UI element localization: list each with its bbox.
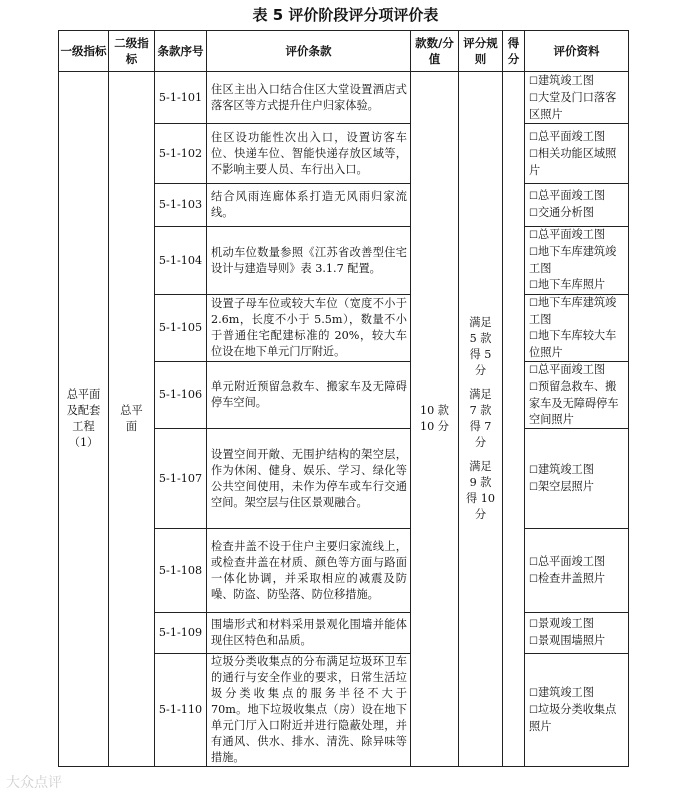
material-item [529, 379, 626, 428]
checkbox-icon[interactable]: ☐ [529, 636, 538, 647]
material-item [529, 479, 626, 496]
material-item [529, 328, 626, 361]
materials-cell [525, 529, 629, 613]
level2-cell: 总平面 [109, 72, 155, 767]
clause-code: 5-1-104 [155, 227, 207, 295]
material-label: 地下车库建筑竣工图 [529, 296, 617, 326]
clause-code: 5-1-106 [155, 362, 207, 429]
material-item [529, 244, 626, 277]
header-score: 得分 [503, 31, 525, 72]
material-label: 建筑竣工图 [537, 73, 594, 87]
clause-text: 住区设功能性次出入口，设置访客车位、快递车位、智能快递存放区域等，不影响主要人员、车行出入口。 [207, 124, 411, 184]
header-materials: 评价资料 [525, 31, 629, 72]
materials-cell [525, 429, 629, 529]
material-label: 大堂及门口落客区照片 [529, 90, 617, 121]
table-title: 表 5 评价阶段评分项评价表 [252, 6, 439, 24]
checkbox-icon[interactable]: ☐ [529, 619, 538, 630]
level1-cell: 总平面及配套工程（1） [59, 72, 109, 767]
material-item [529, 295, 626, 328]
clause-code: 5-1-105 [155, 295, 207, 362]
material-item [529, 362, 626, 379]
clause-text: 住区主出入口结合住区大堂设置酒店式落客区等方式提升住户归家体验。 [207, 72, 411, 124]
materials-cell [525, 654, 629, 767]
clause-code: 5-1-103 [155, 184, 207, 227]
material-item [529, 633, 626, 650]
material-label: 垃圾分类收集点照片 [529, 703, 617, 733]
checkbox-icon[interactable]: ☐ [529, 573, 538, 585]
checkbox-icon[interactable]: ☐ [529, 75, 538, 87]
material-item [529, 571, 626, 588]
material-label: 总平面竣工图 [537, 129, 606, 143]
checkbox-icon[interactable]: ☐ [529, 191, 538, 202]
clause-text: 垃圾分类收集点的分布满足垃圾环卫车的通行与安全作业的要求，日常生活垃圾分类收集点的服务半径不大于 70m。地下垃圾收集点（房）设在地下单元门厅入口附近并进行隐蔽处理，并有通风、供水、排水、清洗、除异味等措施。 [207, 654, 411, 767]
header-rule: 评分规则 [459, 31, 503, 72]
clause-text: 设置子母车位或较大车位（宽度不小于 2.6m，长度不小于 5.5m），数量不小于普通住宅配建标准的 20%，较大车位设在地下单元门厅附近。 [207, 295, 411, 362]
clause-text: 设置空间开敞、无围护结构的架空层，作为休闲、健身、娱乐、学习、绿化等公共空间使用，未作为停车或车行交通空间。架空层与住区景观融合。 [207, 429, 411, 529]
material-label: 检查井盖照片 [537, 571, 606, 585]
evaluation-table [58, 30, 629, 767]
material-item [529, 188, 626, 205]
materials-cell [525, 124, 629, 184]
rule-item: 满足 7 款得 7 分 [469, 388, 492, 449]
checkbox-icon[interactable]: ☐ [529, 247, 538, 258]
clause-text: 机动车位数量参照《江苏省改善型住宅设计与建造导则》表 3.1.7 配置。 [207, 227, 411, 295]
checkbox-icon[interactable]: ☐ [529, 382, 538, 393]
material-item [529, 73, 626, 90]
materials-cell [525, 613, 629, 654]
checkbox-icon[interactable]: ☐ [529, 208, 538, 219]
material-label: 相关功能区域照片 [529, 146, 617, 177]
clause-code: 5-1-110 [155, 654, 207, 767]
material-item [529, 146, 626, 179]
checkbox-icon[interactable]: ☐ [529, 464, 538, 476]
material-label: 地下车库照片 [537, 278, 606, 291]
clause-text: 结合风雨连廊体系打造无风雨归家流线。 [207, 184, 411, 227]
material-item [529, 554, 626, 571]
material-label: 建筑竣工图 [537, 686, 594, 699]
header-code: 条款序号 [155, 31, 207, 72]
checkbox-icon[interactable]: ☐ [529, 92, 538, 104]
clause-text: 单元附近预留急救车、搬家车及无障碍停车空间。 [207, 362, 411, 429]
clause-text: 围墙形式和材料采用景观化围墙并能体现住区特色和品质。 [207, 613, 411, 654]
clause-code: 5-1-102 [155, 124, 207, 184]
rule-item: 满足 9 款得 10 分 [466, 460, 495, 521]
material-label: 景观竣工图 [537, 617, 594, 630]
clause-code: 5-1-109 [155, 613, 207, 654]
material-label: 建筑竣工图 [537, 462, 594, 476]
material-label: 总平面竣工图 [537, 228, 606, 241]
material-label: 总平面竣工图 [537, 554, 606, 568]
material-item [529, 129, 626, 146]
checkbox-icon[interactable]: ☐ [529, 280, 538, 291]
header-level1: 一级指标 [59, 31, 109, 72]
material-item [529, 90, 626, 123]
checkbox-icon[interactable]: ☐ [529, 131, 538, 143]
table-row [59, 72, 629, 124]
header-level2: 二级指标 [109, 31, 155, 72]
material-label: 总平面竣工图 [537, 189, 606, 202]
count-cell: 10 款 10 分 [411, 72, 459, 767]
material-label: 架空层照片 [537, 479, 594, 493]
clause-text: 检查井盖不设于住户主要归家流线上，或检查井盖在材质、颜色等方面与路面一体化协调，并采取相应的减震及防噪、防盗、防坠落、防位移措施。 [207, 529, 411, 613]
header-count: 款数/分值 [411, 31, 459, 72]
material-item [529, 685, 626, 702]
checkbox-icon[interactable]: ☐ [529, 148, 538, 160]
rule-item: 满足 5 款得 5 分 [469, 316, 492, 377]
checkbox-icon[interactable]: ☐ [529, 230, 538, 241]
checkbox-icon[interactable]: ☐ [529, 556, 538, 568]
checkbox-icon[interactable]: ☐ [529, 365, 538, 376]
score-cell[interactable] [503, 72, 525, 767]
material-item [529, 616, 626, 633]
header-row [59, 31, 629, 72]
checkbox-icon[interactable]: ☐ [529, 298, 538, 309]
material-label: 预留急救车、搬家车及无障碍停车空间照片 [529, 380, 619, 426]
checkbox-icon[interactable]: ☐ [529, 705, 538, 716]
clause-code: 5-1-108 [155, 529, 207, 613]
material-label: 地下车库较大车位照片 [529, 329, 617, 359]
materials-cell [525, 295, 629, 362]
material-label: 地下车库建筑竣工图 [529, 245, 617, 275]
materials-cell [525, 362, 629, 429]
material-item [529, 277, 626, 294]
checkbox-icon[interactable]: ☐ [529, 481, 538, 493]
material-label: 总平面竣工图 [537, 363, 606, 376]
rule-cell [459, 72, 503, 767]
checkbox-icon[interactable]: ☐ [529, 688, 538, 699]
materials-cell [525, 184, 629, 227]
material-item [529, 462, 626, 479]
checkbox-icon[interactable]: ☐ [529, 331, 538, 342]
material-label: 景观围墙照片 [537, 634, 606, 647]
material-item [529, 702, 626, 735]
header-clause: 评价条款 [207, 31, 411, 72]
material-item [529, 227, 626, 244]
clause-code: 5-1-107 [155, 429, 207, 529]
materials-cell [525, 72, 629, 124]
materials-cell [525, 227, 629, 295]
clause-code: 5-1-101 [155, 72, 207, 124]
material-label: 交通分析图 [537, 206, 594, 219]
watermark: 大众点评 [6, 775, 62, 791]
material-item [529, 205, 626, 222]
